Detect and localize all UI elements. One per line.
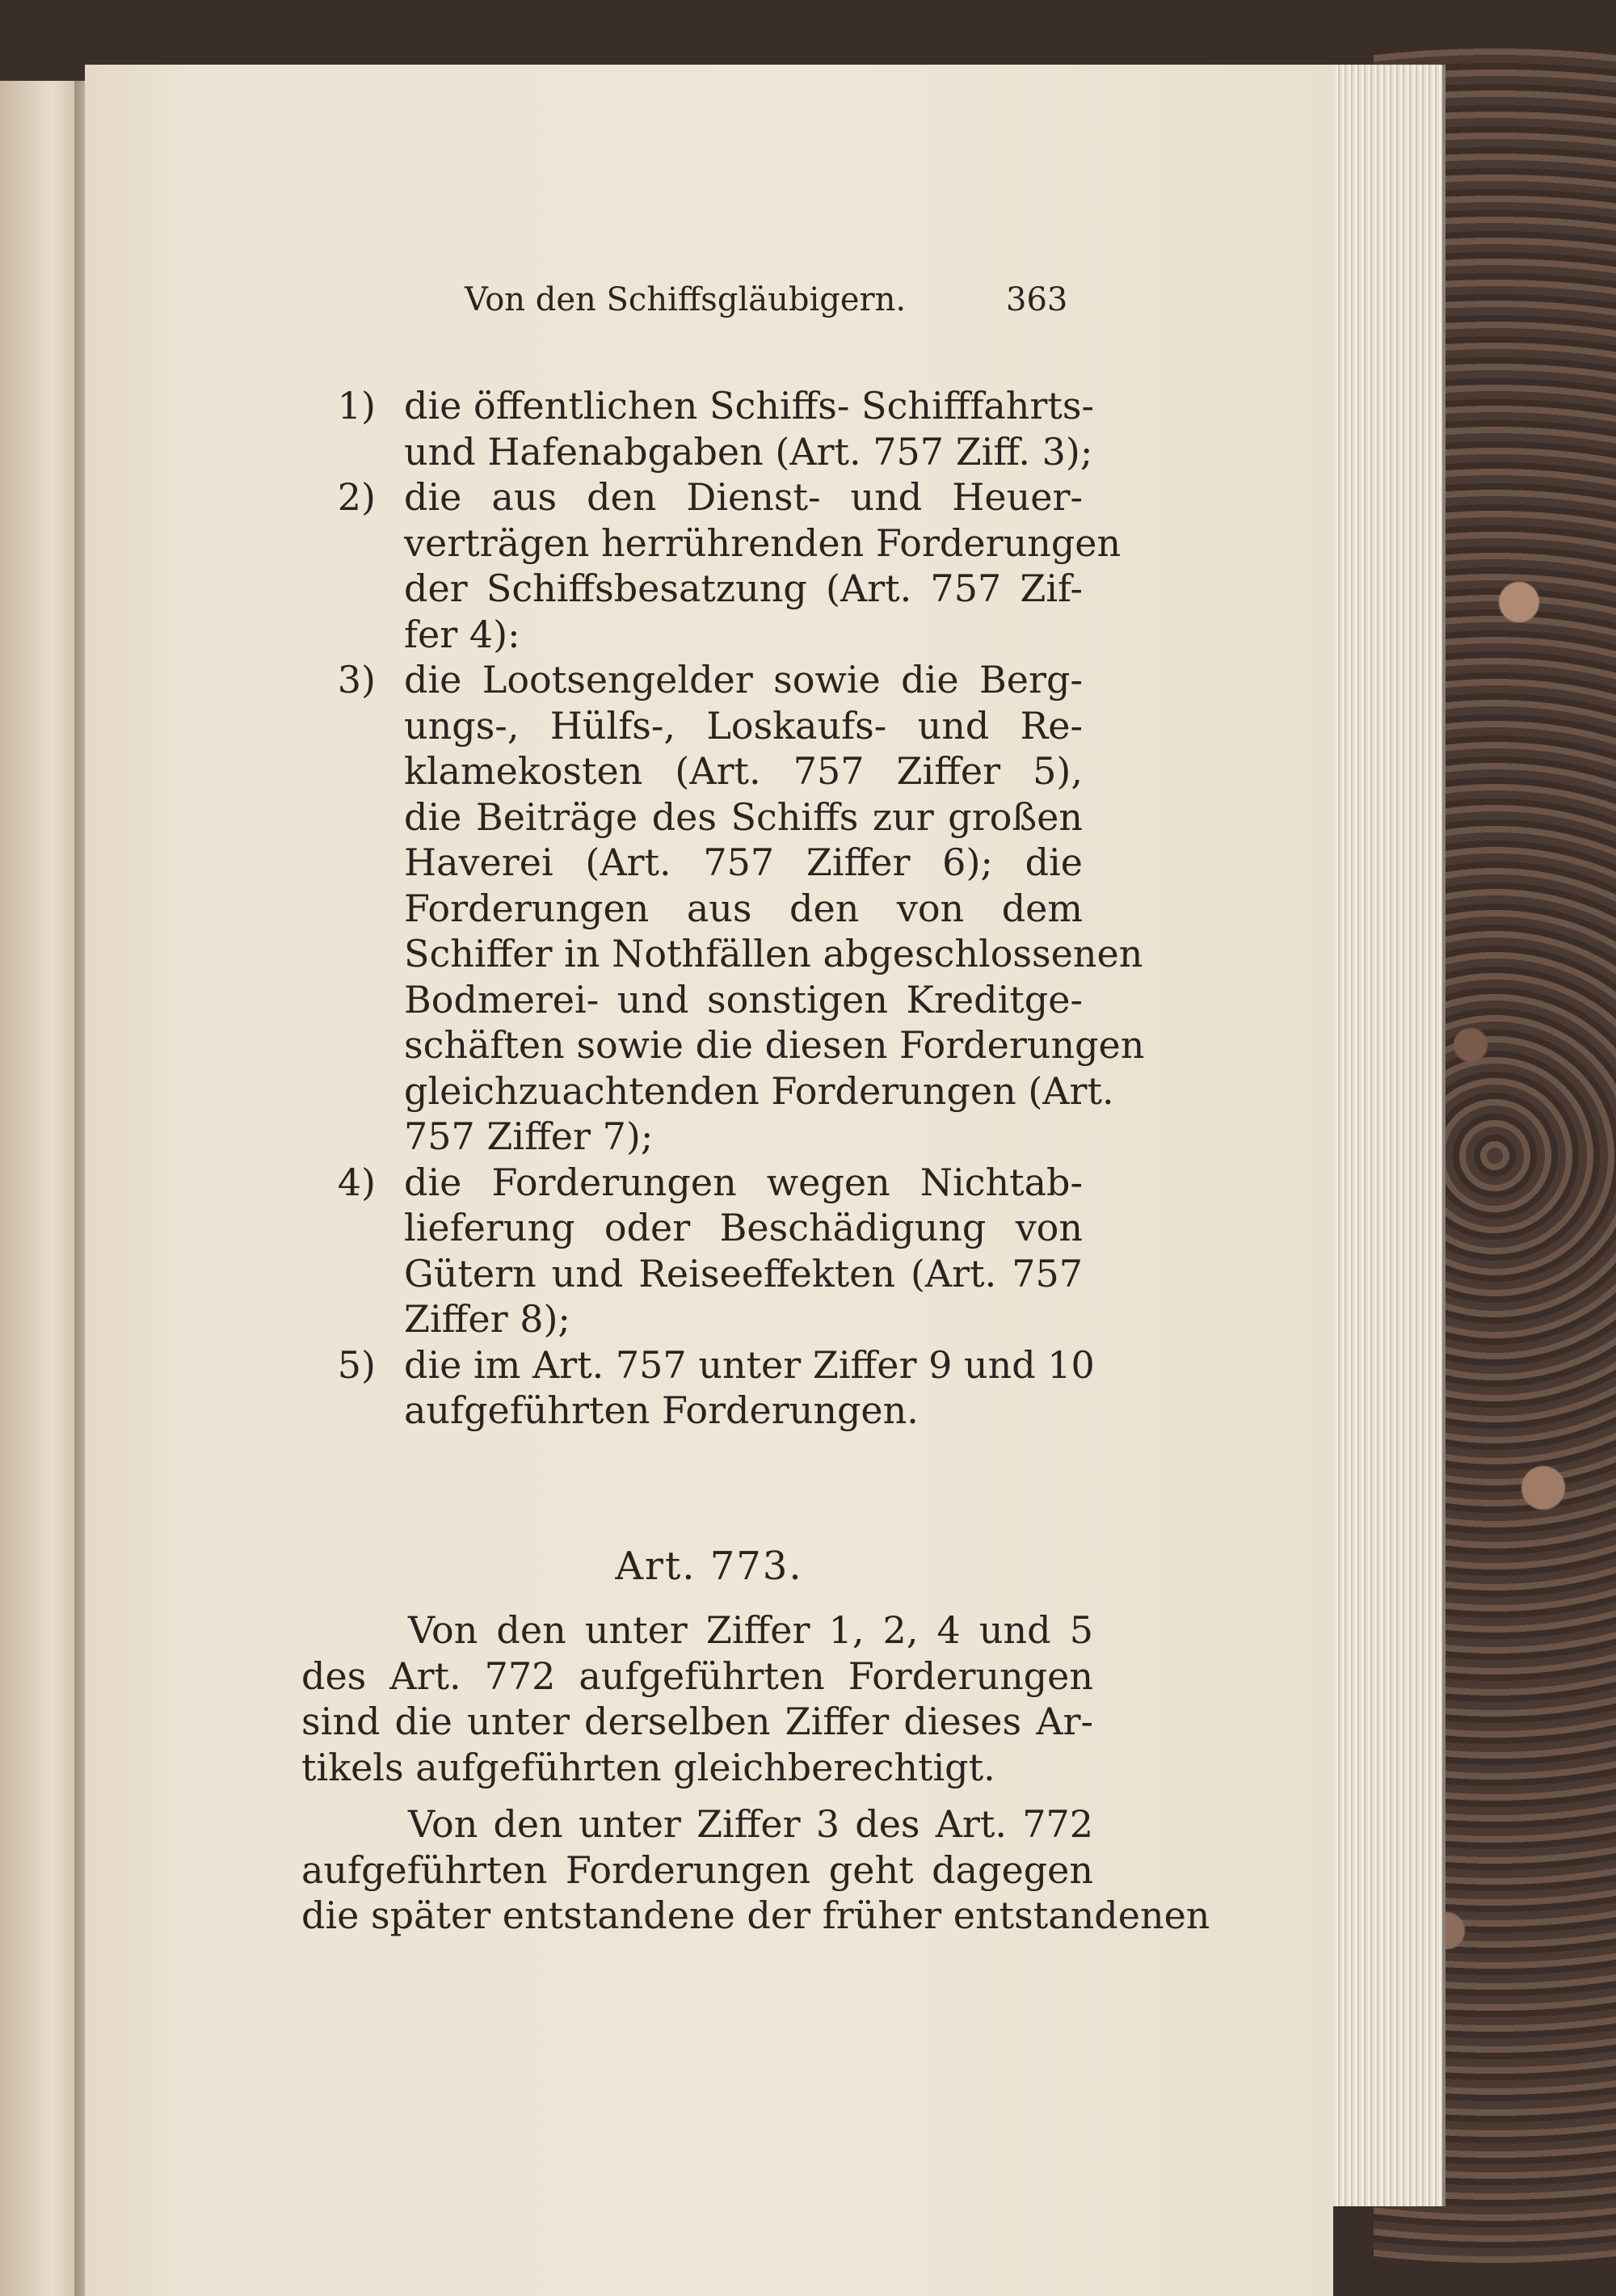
page-block-edges <box>1329 65 1446 2206</box>
list-item-line: die Beiträge des Schiffs zur großen <box>404 794 1083 839</box>
list-item-number: 2) <box>337 475 376 519</box>
list-item-number: 3) <box>337 658 376 701</box>
list-item-line: der Schiffsbesatzung (Art. 757 Zif- <box>404 567 1083 610</box>
list-item-line: Forderungen aus den von dem <box>404 886 1083 930</box>
paragraph-line: aufgeführten Forderungen geht dagegen <box>301 1847 1093 1892</box>
list-item-line: lieferung oder Beschädigung von <box>404 1206 1083 1249</box>
list-item-line: Haverei (Art. 757 Ziffer 6); die <box>404 840 1083 884</box>
list-item-line: gleichzuachtenden Forderungen (Art. <box>404 1068 1114 1113</box>
paragraph-line: tikels aufgeführten gleichberechtigt. <box>301 1745 995 1789</box>
list-item-line: und Hafenabgaben (Art. 757 Ziff. 3); <box>404 429 1093 474</box>
list-item-line: Ziffer 8); <box>404 1297 570 1341</box>
paragraph-line: Von den unter Ziffer 3 des Art. 772 <box>408 1802 1093 1846</box>
list-item-line: fer 4): <box>404 612 520 656</box>
list-item-line: die Forderungen wegen Nichtab- <box>404 1160 1083 1204</box>
paragraph-line: die später entstandene der früher entstandenen <box>301 1894 1210 1937</box>
list-item-line: verträgen herrührenden Forderungen <box>404 520 1122 565</box>
list-item-number: 1) <box>337 384 376 428</box>
running-title: Von den Schiffsgläubigern. <box>465 281 907 318</box>
list-item-line: die Lootsengelder sowie die Berg- <box>404 658 1083 701</box>
list-item-line: ungs-, Hülfs-, Loskaufs- und Re- <box>404 703 1083 748</box>
list-item-line: die öffentlichen Schiffs- Schifffahrts- <box>404 384 1095 428</box>
list-item-line: die im Art. 757 unter Ziffer 9 und 10 <box>404 1342 1095 1387</box>
list-item-line: schäften sowie die diesen Forderungen <box>404 1023 1145 1067</box>
list-item-number: 4) <box>337 1160 376 1204</box>
paragraph-line: Von den unter Ziffer 1, 2, 4 und 5 <box>408 1608 1093 1652</box>
page-number: 363 <box>1006 281 1068 318</box>
list-item-line: Gütern und Reiseeffekten (Art. 757 <box>404 1251 1083 1295</box>
paragraph-line: sind die unter derselben Ziffer dieses Ar- <box>301 1700 1093 1743</box>
paragraph-line: des Art. 772 aufgeführten Forderungen <box>301 1654 1093 1698</box>
facing-page-edge <box>0 81 74 2296</box>
article-heading: Art. 773. <box>615 1544 803 1589</box>
list-item-line: 757 Ziffer 7); <box>404 1114 654 1158</box>
list-item-line: aufgeführten Forderungen. <box>404 1388 919 1432</box>
list-item-line: die aus den Dienst- und Heuer- <box>404 475 1083 519</box>
list-item-line: Schiffer in Nothfällen abgeschlossenen <box>404 932 1143 975</box>
list-item-line: Bodmerei- und sonstigen Kreditge- <box>404 977 1083 1022</box>
list-item-line: klamekosten (Art. 757 Ziffer 5), <box>404 749 1083 793</box>
list-item-number: 5) <box>337 1342 376 1387</box>
book-page <box>85 65 1333 2296</box>
